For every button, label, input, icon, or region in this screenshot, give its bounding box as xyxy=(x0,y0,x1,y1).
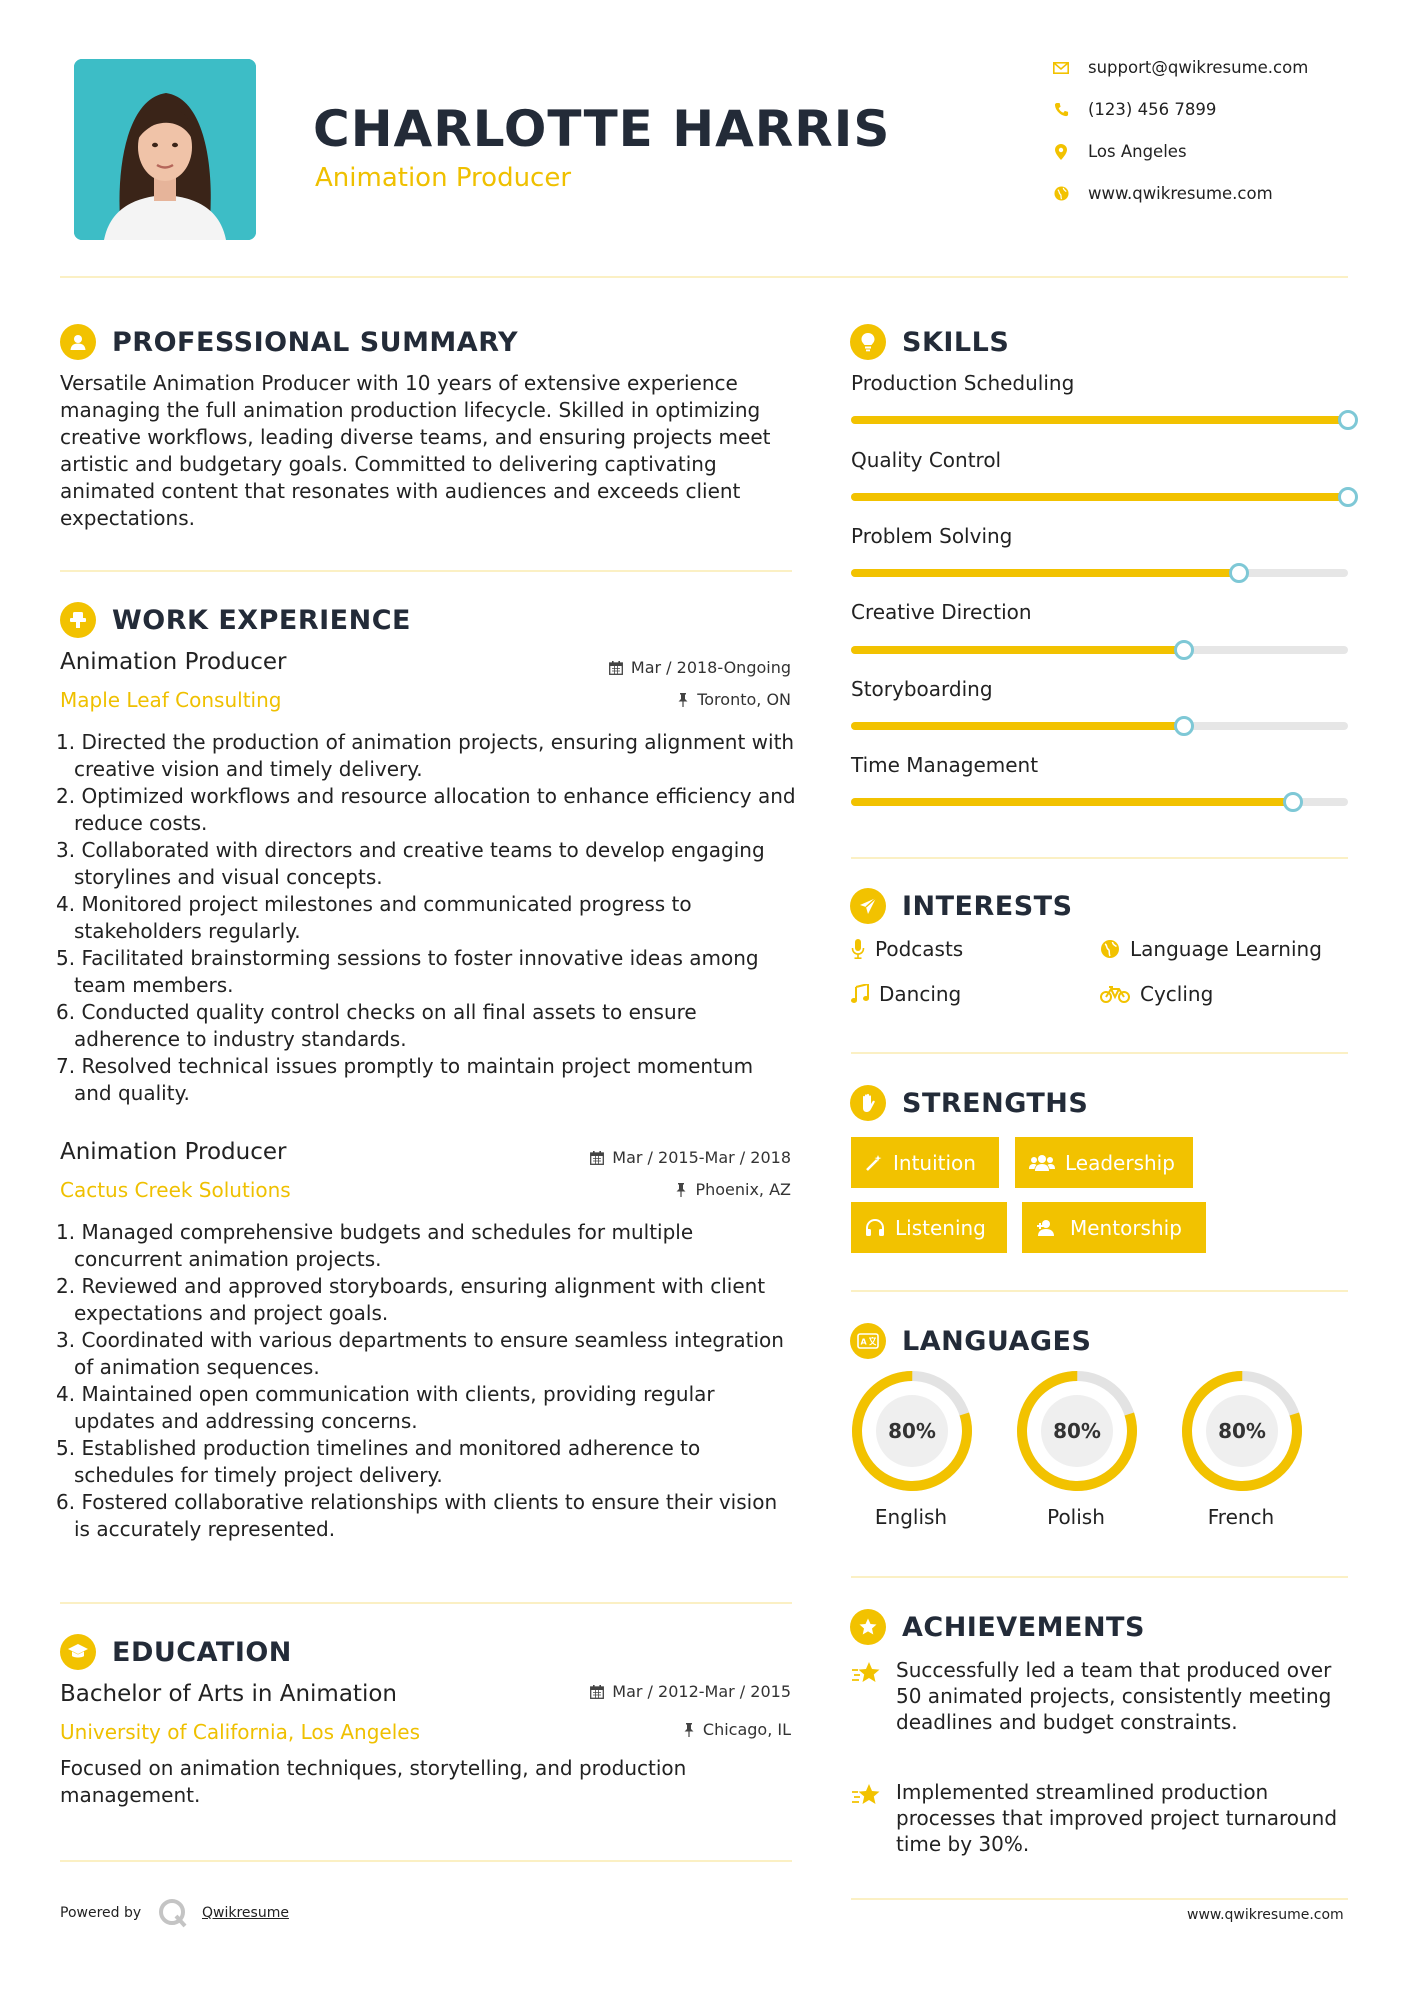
music-note-icon xyxy=(851,984,869,1004)
interests-title: INTERESTS xyxy=(902,890,1073,922)
list-item: 4. Monitored project milestones and communicated progress to stakeholders regularly. xyxy=(56,892,692,943)
list-item: 6. Conducted quality control checks on all final assets to ensure adherence to industry standards. xyxy=(56,1000,697,1051)
list-item: 3. Collaborated with directors and creative teams to develop engaging storylines and visual concepts. xyxy=(56,838,765,889)
header-divider xyxy=(60,276,1348,278)
calendar-icon xyxy=(609,661,623,675)
language-icon xyxy=(850,1323,886,1359)
strengths-heading xyxy=(850,1085,1088,1121)
language-label: English xyxy=(874,1505,948,1529)
interest-label: Language Learning xyxy=(1130,937,1322,961)
skill-bar-fill xyxy=(851,646,1184,654)
skill-bar-knob xyxy=(1229,563,1249,583)
microphone-icon xyxy=(851,939,865,959)
education-heading xyxy=(60,1634,292,1670)
contact-website-text: www.qwikresume.com xyxy=(1088,184,1273,203)
interests-heading xyxy=(850,888,1073,924)
globe-icon xyxy=(1052,185,1070,203)
lightbulb-icon xyxy=(850,324,886,360)
job-1-date xyxy=(530,658,791,677)
pushpin-icon xyxy=(677,693,689,707)
map-pin-icon xyxy=(1052,143,1070,161)
skill-bar-fill xyxy=(851,722,1184,730)
language-percent: 80% xyxy=(1053,1419,1101,1443)
graduation-cap-icon xyxy=(60,1634,96,1670)
languages-divider xyxy=(851,1576,1348,1578)
skills-title: SKILLS xyxy=(902,326,1010,358)
skill-name: Creative Direction xyxy=(851,600,1032,624)
calendar-icon xyxy=(590,1151,604,1165)
qwikresume-logo-icon xyxy=(157,1897,189,1933)
strength-label: Intuition xyxy=(893,1150,976,1175)
skill-name: Quality Control xyxy=(851,448,1002,472)
languages-heading xyxy=(850,1323,1091,1359)
language-label: French xyxy=(1207,1505,1275,1529)
skill-bar-knob xyxy=(1174,716,1194,736)
summary-heading xyxy=(60,324,518,360)
skill-bar xyxy=(851,569,1348,577)
language-label: Polish xyxy=(1047,1505,1105,1529)
bicycle-icon xyxy=(1100,985,1130,1003)
profile-photo xyxy=(74,59,256,240)
achievements-heading xyxy=(850,1609,1145,1645)
summary-title: PROFESSIONAL SUMMARY xyxy=(112,326,519,358)
skill-name: Production Scheduling xyxy=(851,371,1075,395)
list-item: 5. Facilitated brainstorming sessions to foster innovative ideas among team members. xyxy=(56,946,759,997)
interest-podcasts xyxy=(851,937,963,961)
list-item: 1. Managed comprehensive budgets and schedules for multiple concurrent animation projects. xyxy=(56,1220,694,1271)
contact-location-text: Los Angeles xyxy=(1088,142,1187,161)
job-1-title: Animation Producer xyxy=(60,649,287,675)
job-1-location-text: Toronto, ON xyxy=(697,690,791,709)
language-percent: 80% xyxy=(888,1419,936,1443)
job-1-date-text: Mar / 2018-Ongoing xyxy=(630,658,791,677)
skill-bar-knob xyxy=(1338,410,1358,430)
skills-divider xyxy=(851,857,1348,859)
briefcase-icon xyxy=(60,602,96,638)
achievement-star-icon xyxy=(851,1660,883,1690)
contact-email[interactable] xyxy=(1052,58,1308,77)
globe-icon xyxy=(1100,939,1120,959)
strength-tag-intuition xyxy=(851,1137,999,1188)
skill-bar xyxy=(851,722,1348,730)
skill-bar xyxy=(851,646,1348,654)
experience-heading xyxy=(60,602,411,638)
footer-brand-link[interactable]: Qwikresume xyxy=(202,1905,289,1921)
education-location xyxy=(530,1720,791,1739)
job-2-location xyxy=(530,1180,791,1199)
achievements-divider xyxy=(851,1898,1348,1900)
pushpin-icon xyxy=(683,1723,695,1737)
education-date-text: Mar / 2012-Mar / 2015 xyxy=(612,1682,791,1701)
language-ring xyxy=(1181,1370,1303,1492)
interest-language-learning xyxy=(1100,937,1322,961)
job-2-duties xyxy=(56,1219,796,1543)
education-text: Focused on animation techniques, storytelling, and production management. xyxy=(60,1756,687,1807)
experience-divider xyxy=(60,1602,792,1604)
summary-text: Versatile Animation Producer with 10 years of extensive experience managing the full animation production lifecycle. Skilled in optimizing creative workflows, leading diverse teams, and ensuring projects meet artistic and budgetary goals. Committed to delivering captivating animated content that resonates with audiences and exceeds client expectations. xyxy=(60,371,771,530)
candidate-name: CHARLOTTE HARRIS xyxy=(313,100,891,158)
interest-cycling xyxy=(1100,982,1213,1006)
skill-bar-fill xyxy=(851,569,1239,577)
footer-site-link[interactable]: www.qwikresume.com xyxy=(1187,1907,1344,1923)
strengths-divider xyxy=(851,1290,1348,1292)
skill-bar xyxy=(851,798,1348,806)
job-1-location xyxy=(530,690,791,709)
strength-tag-listening xyxy=(851,1202,1007,1253)
skill-bar-fill xyxy=(851,493,1348,501)
skill-bar-knob xyxy=(1174,640,1194,660)
contact-phone[interactable] xyxy=(1052,100,1216,119)
calendar-icon xyxy=(590,1685,604,1699)
language-item-english xyxy=(851,1370,973,1496)
skill-name: Time Management xyxy=(851,753,1039,777)
list-item: 2. Reviewed and approved storyboards, ensuring alignment with client expectations and project goals. xyxy=(56,1274,766,1325)
contact-email-text: support@qwikresume.com xyxy=(1088,58,1309,77)
language-ring xyxy=(1016,1370,1138,1492)
hand-icon xyxy=(850,1085,886,1121)
experience-title: WORK EXPERIENCE xyxy=(112,604,411,636)
summary-divider xyxy=(60,570,792,572)
star-badge-icon xyxy=(850,1609,886,1645)
interest-dancing xyxy=(851,982,961,1006)
strength-label: Leadership xyxy=(1065,1150,1175,1175)
education-school: University of California, Los Angeles xyxy=(60,1720,421,1744)
skill-bar-knob xyxy=(1338,487,1358,507)
achievement-item: Implemented streamlined production processes that improved project turnaround time by 30%. xyxy=(896,1780,1338,1856)
svg-text:A: A xyxy=(860,1337,867,1347)
education-divider xyxy=(60,1860,792,1862)
list-item: 7. Resolved technical issues promptly to maintain project momentum and quality. xyxy=(56,1054,754,1105)
language-ring xyxy=(851,1370,973,1492)
strength-label: Mentorship xyxy=(1070,1215,1182,1240)
list-item: 1. Directed the production of animation projects, ensuring alignment with creative vision and timely delivery. xyxy=(56,730,795,781)
contact-website[interactable] xyxy=(1052,184,1273,203)
strengths-title: STRENGTHS xyxy=(902,1087,1089,1119)
pushpin-icon xyxy=(675,1183,687,1197)
skill-bar xyxy=(851,416,1348,424)
skill-bar-knob xyxy=(1283,792,1303,812)
education-title: EDUCATION xyxy=(112,1636,292,1668)
candidate-role: Animation Producer xyxy=(315,163,572,193)
interest-label: Podcasts xyxy=(875,937,964,961)
envelope-icon xyxy=(1052,59,1070,77)
magic-wand-icon xyxy=(865,1154,883,1172)
contact-location xyxy=(1052,142,1187,161)
job-2-company: Cactus Creek Solutions xyxy=(60,1178,291,1202)
education-date xyxy=(530,1682,791,1701)
list-item: 4. Maintained open communication with clients, providing regular updates and addressing concerns. xyxy=(56,1382,715,1433)
interest-label: Dancing xyxy=(879,982,962,1006)
skills-heading xyxy=(850,324,1009,360)
list-item: 5. Established production timelines and monitored adherence to schedules for timely project delivery. xyxy=(56,1436,701,1487)
education-location-text: Chicago, IL xyxy=(702,1720,791,1739)
job-2-date-text: Mar / 2015-Mar / 2018 xyxy=(612,1148,791,1167)
education-degree: Bachelor of Arts in Animation xyxy=(60,1681,397,1707)
list-item: 6. Fostered collaborative relationships with clients to ensure their vision is accurately represented. xyxy=(56,1490,778,1541)
language-item-polish xyxy=(1016,1370,1138,1496)
language-percent: 80% xyxy=(1218,1419,1266,1443)
portrait-image xyxy=(74,59,256,240)
strength-tag-leadership xyxy=(1015,1137,1193,1188)
language-item-french xyxy=(1181,1370,1303,1496)
contact-phone-text: (123) 456 7899 xyxy=(1088,100,1217,119)
job-1-duties xyxy=(56,729,796,1107)
users-icon xyxy=(1029,1154,1055,1172)
headphones-icon xyxy=(865,1219,885,1237)
skill-bar-fill xyxy=(851,416,1348,424)
interests-divider xyxy=(851,1052,1348,1054)
user-plus-icon xyxy=(1036,1219,1060,1237)
skill-name: Storyboarding xyxy=(851,677,993,701)
strength-tag-mentorship xyxy=(1022,1202,1206,1253)
skill-bar xyxy=(851,493,1348,501)
job-1-company: Maple Leaf Consulting xyxy=(60,688,282,712)
job-2-date xyxy=(530,1148,791,1167)
job-2-title: Animation Producer xyxy=(60,1139,287,1165)
languages-title: LANGUAGES xyxy=(902,1325,1092,1357)
interest-label: Cycling xyxy=(1140,982,1214,1006)
achievement-star-icon xyxy=(851,1782,883,1812)
job-2-location-text: Phoenix, AZ xyxy=(695,1180,791,1199)
list-item: 3. Coordinated with various departments to ensure seamless integration of animation sequences. xyxy=(56,1328,784,1379)
skill-bar-fill xyxy=(851,798,1293,806)
achievements-title: ACHIEVEMENTS xyxy=(902,1611,1145,1643)
footer-powered-by: Powered by xyxy=(60,1905,142,1921)
paper-plane-icon xyxy=(850,888,886,924)
achievement-item: Successfully led a team that produced over 50 animated projects, consistently meeting deadlines and budget constraints. xyxy=(896,1658,1332,1734)
strength-label: Listening xyxy=(895,1215,986,1240)
phone-icon xyxy=(1052,101,1070,119)
user-icon xyxy=(60,324,96,360)
skill-name: Problem Solving xyxy=(851,524,1013,548)
list-item: 2. Optimized workflows and resource allocation to enhance efficiency and reduce costs. xyxy=(56,784,796,835)
